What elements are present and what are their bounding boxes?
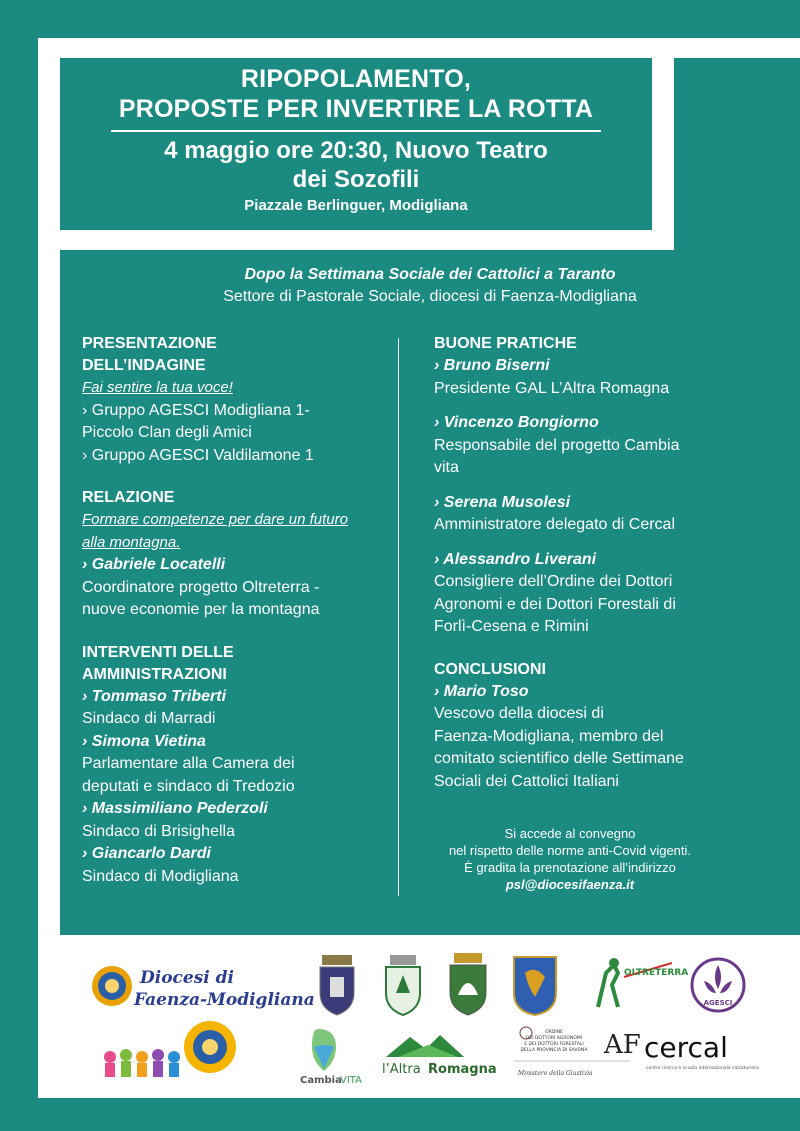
- oltreterra-logo: [584, 955, 689, 1013]
- speaker-name: › Bruno Biserni: [434, 357, 550, 374]
- speaker-role: Agronomi e dei Dottori Forestali di: [434, 595, 676, 613]
- altra-text: l’Altra: [382, 1062, 421, 1077]
- speaker-name: › Simona Vietina: [82, 732, 206, 750]
- section-subtitle: alla montagna.: [82, 533, 181, 551]
- section-title: RELAZIONE: [82, 489, 175, 506]
- speaker-name: › Mario Toso: [434, 682, 529, 700]
- speaker-name: › Tommaso Triberti: [82, 687, 227, 705]
- event-place: Piazzale Berlinguer, Modigliana: [244, 197, 468, 214]
- section-title: BUONE PRATICHE: [434, 335, 577, 352]
- header-box: [60, 58, 652, 230]
- intro-line-1: Dopo la Settimana Sociale dei Cattolici a Taranto: [244, 266, 616, 283]
- altra-romagna-logo: [378, 1027, 497, 1077]
- brisighella-coat-of-arms-icon: [444, 951, 492, 1017]
- section-title: INTERVENTI DELLE: [82, 643, 234, 661]
- agesci-logo: [690, 955, 746, 1015]
- speaker-role: comitato scientifico delle Settimane: [434, 750, 684, 767]
- ministero-text: Ministero della Giustizia: [518, 1070, 593, 1077]
- vita-text: VITA: [340, 1075, 362, 1086]
- agesci-text: AGESCI: [703, 999, 733, 1007]
- list-item: › Gruppo AGESCI Modigliana 1-: [82, 401, 310, 419]
- access-note: [420, 825, 720, 893]
- date-line-2: dei Sozofili: [292, 166, 420, 193]
- speaker-name: › Giancarlo Dardi: [82, 845, 211, 862]
- speaker-role: Vescovo della diocesi di: [434, 705, 604, 722]
- speaker-entry: [434, 549, 734, 639]
- diocesi-text-1: Diocesi di: [140, 968, 234, 988]
- intro: [60, 264, 800, 308]
- speaker-entry: [434, 412, 734, 480]
- section-title: PRESENTAZIONE: [82, 335, 217, 352]
- note-line: È gradita la prenotazione all’indirizzo: [464, 860, 676, 875]
- section-presentazione: [82, 333, 382, 467]
- speaker-role: Sindaco di Modigliana: [82, 867, 239, 885]
- date-line-1: 4 maggio ore 20:30, Nuovo Teatro: [164, 137, 548, 164]
- section-subtitle: Formare competenze per dare un futuro: [82, 511, 348, 528]
- marradi-coat-of-arms-icon: [312, 953, 362, 1017]
- title-divider: [111, 130, 601, 132]
- romagna-text: Romagna: [428, 1062, 497, 1077]
- tredozio-coat-of-arms-icon: [380, 953, 426, 1017]
- title-line-2: PROPOSTE PER INVERTIRE LA ROTTA: [118, 95, 594, 123]
- speaker-entry: [434, 355, 734, 400]
- speaker-role: Faenza-Modigliana, membro del: [434, 727, 664, 745]
- section-title: DELL’INDAGINE: [82, 357, 206, 374]
- ordine-agronomi-logo: [512, 1023, 641, 1083]
- ordine-text-4: DELLA PROVINCIA DI SAVONA: [520, 1048, 588, 1053]
- section-buone-pratiche: [434, 333, 734, 639]
- teal-corner-block: [674, 58, 800, 250]
- section-subtitle: Fai sentire la tua voce!: [82, 379, 233, 396]
- title-line-1: RIPOPOLAMENTO,: [240, 65, 472, 93]
- event-title: [60, 64, 652, 124]
- speaker-role: Sindaco di Marradi: [82, 710, 216, 727]
- speaker-name: › Gabriele Locatelli: [82, 556, 226, 573]
- speaker-role: Amministratore delegato di Cercal: [434, 516, 675, 533]
- logos-strip: [38, 945, 800, 1095]
- speaker-role: Coordinatore progetto Oltreterra -: [82, 578, 320, 596]
- ordine-text-1: ORDINE: [545, 1030, 563, 1035]
- af-monogram: AF: [604, 1030, 641, 1060]
- cercal-logo: [642, 1029, 759, 1073]
- event-date: [60, 136, 652, 194]
- diocesi-text-2: Faenza-Modigliana: [134, 990, 315, 1010]
- cercal-subtext: centro ricerca e scuola internazionale calzaturiera: [646, 1066, 759, 1071]
- speaker-role: Presidente GAL L’Altra Romagna: [434, 379, 670, 397]
- oltreterra-text: OLTRETERRA: [624, 968, 689, 978]
- speaker-role: vita: [434, 459, 459, 476]
- speaker-name: › Massimiliano Pederzoli: [82, 800, 268, 817]
- intro-line-2: Settore di Pastorale Sociale, diocesi di Faenza-Modigliana: [223, 288, 637, 305]
- section-interventi: [82, 642, 382, 889]
- speaker-role: Parlamentare alla Camera dei: [82, 755, 295, 772]
- speaker-role: Sindaco di Brisighella: [82, 822, 235, 840]
- ordine-text-2: DEI DOTTORI AGRONOMI: [525, 1036, 583, 1041]
- speaker-name: › Serena Musolesi: [434, 493, 571, 511]
- speaker-role: Forlì-Cesena e Rimini: [434, 618, 589, 635]
- list-item: Piccolo Clan degli Amici: [82, 424, 252, 441]
- list-item: › Gruppo AGESCI Valdilamone 1: [82, 446, 314, 464]
- left-column: [82, 333, 382, 908]
- cambia-text: Cambia: [300, 1075, 342, 1086]
- cercal-text: cercal: [644, 1031, 728, 1064]
- note-line: Si accede al convegno: [504, 826, 636, 841]
- speaker-role: Sociali dei Cattolici Italiani: [434, 772, 619, 790]
- section-relazione: [82, 487, 382, 622]
- community-logo: [98, 1017, 248, 1079]
- modigliana-coat-of-arms-icon: [510, 953, 560, 1017]
- note-line: nel rispetto delle norme anti-Covid vigenti.: [448, 843, 692, 858]
- section-conclusioni: [434, 659, 734, 794]
- speaker-name: › Alessandro Liverani: [434, 550, 597, 568]
- diocesi-logo: [90, 961, 315, 1011]
- column-divider: [398, 338, 399, 896]
- speaker-role: deputati e sindaco di Tredozio: [82, 777, 295, 795]
- cambia-vita-logo: [296, 1025, 368, 1087]
- section-title: CONCLUSIONI: [434, 660, 546, 678]
- right-column: [434, 333, 734, 813]
- email-link[interactable]: psl@diocesifaenza.it: [505, 877, 635, 892]
- speaker-role: Consigliere dell’Ordine dei Dottori: [434, 573, 673, 590]
- speaker-role: nuove economie per la montagna: [82, 601, 320, 618]
- speaker-entry: [434, 492, 734, 537]
- speaker-name: › Vincenzo Bongiorno: [434, 414, 599, 431]
- speaker-role: Responsabile del progetto Cambia: [434, 436, 680, 454]
- ordine-text-3: E DEI DOTTORI FORESTALI: [524, 1042, 584, 1047]
- section-title: AMMINISTRAZIONI: [82, 665, 227, 683]
